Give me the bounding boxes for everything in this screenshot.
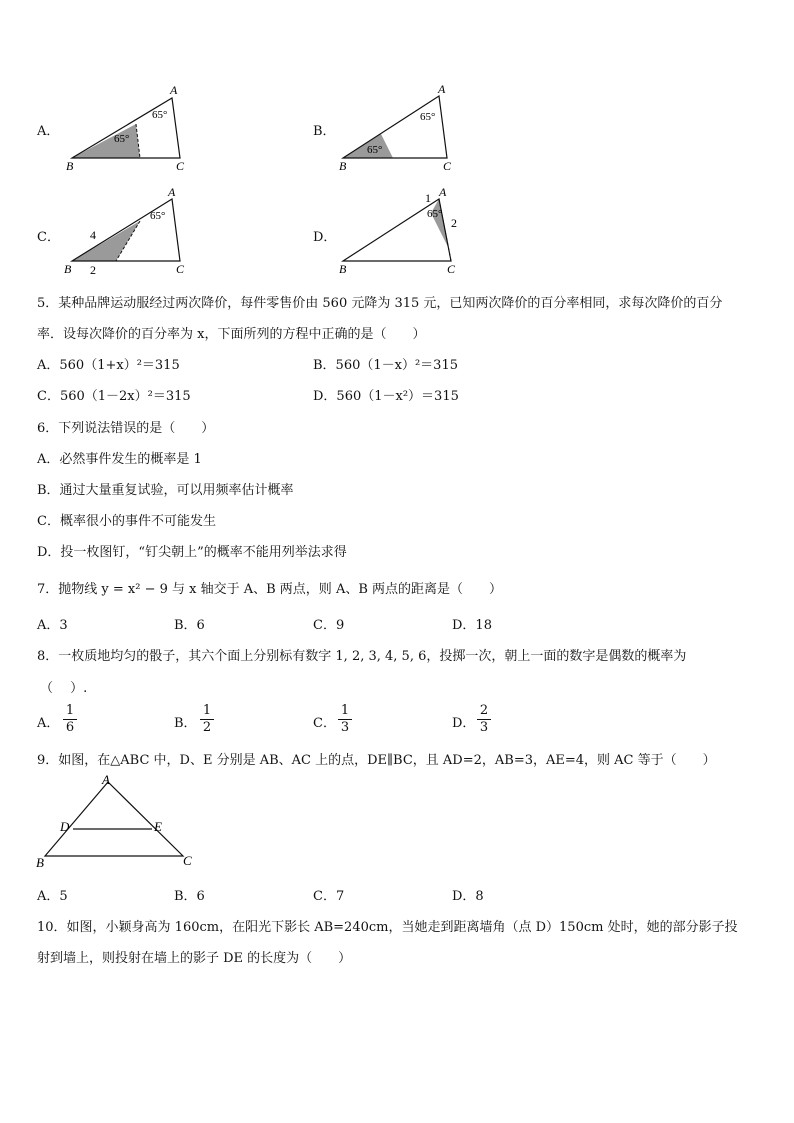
q4-option-c-label[interactable]: C．	[37, 230, 60, 245]
q6-option-d[interactable]: D．投一枚图钉，“钉尖朝上”的概率不能用列举法求得	[37, 545, 347, 560]
q8-option-b-fraction	[200, 703, 214, 736]
q4-figure-d	[335, 185, 475, 280]
denominator: 3	[479, 720, 489, 735]
mark-2: 2	[451, 216, 457, 230]
q9-stem: 9．如图，在△ABC 中，D、E 分别是 AB、AC 上的点，DE∥BC，且 AD=2，AB=3，AE=4，则 AC 等于（ ）	[37, 753, 716, 768]
vertex-b: B	[36, 855, 44, 870]
numerator: 1	[338, 703, 352, 720]
vertex-b: B	[339, 262, 347, 276]
q4-option-a-label[interactable]: A．	[37, 124, 60, 139]
q7-option-c[interactable]: C．9	[313, 618, 345, 633]
q5-option-b[interactable]: B．560（1－x）²＝315	[313, 358, 458, 373]
q8-option-c-label[interactable]: C．	[313, 716, 336, 731]
numerator: 1	[63, 703, 77, 720]
vertex-a: A	[439, 185, 447, 199]
q8-option-a-fraction	[63, 703, 77, 736]
angle-left-label: 65°	[114, 133, 130, 145]
vertex-b: B	[66, 159, 74, 173]
q4-figure-b	[335, 80, 475, 175]
shaded-region	[72, 124, 140, 158]
angle-top-label: 65°	[427, 208, 443, 220]
side-long-label: 4	[90, 228, 96, 242]
vertex-c: C	[447, 262, 456, 276]
q6-stem: 6．下列说法错误的是（ ）	[37, 421, 215, 436]
vertex-c: C	[443, 159, 452, 173]
denominator: 3	[340, 720, 350, 735]
vertex-c: C	[183, 853, 192, 868]
q7-option-d[interactable]: D．18	[452, 618, 492, 633]
vertex-c: C	[176, 159, 185, 173]
q5-stem-line2: 率．设每次降价的百分率为 x，下面所列的方程中正确的是（ ）	[37, 327, 426, 342]
q7-option-b[interactable]: B．6	[174, 618, 205, 633]
q9-option-d[interactable]: D．8	[452, 889, 484, 904]
q4-figure-a	[60, 80, 200, 175]
q5-option-d[interactable]: D．560（1－x²）＝315	[313, 389, 459, 404]
q7-stem: 7．抛物线 y = x² − 9 与 x 轴交于 A、B 两点，则 A、B 两点的距离是（ ）	[37, 582, 503, 597]
angle-top-label: 65°	[420, 111, 436, 123]
q9-figure-triangle	[30, 772, 200, 872]
q8-option-a-label[interactable]: A．	[37, 716, 60, 731]
q10-stem-line1: 10．如图，小颖身高为 160cm，在阳光下影长 AB=240cm，当她走到距离墙角（点 D）150cm 处时，她的部分影子投	[37, 920, 738, 935]
side-short-label: 2	[90, 263, 96, 277]
vertex-a: A	[170, 83, 178, 97]
q5-option-c[interactable]: C．560（1－2x）²＝315	[37, 389, 191, 404]
vertex-b: B	[339, 159, 347, 173]
q8-stem-line1: 8．一枚质地均匀的骰子，其六个面上分别标有数字 1, 2, 3, 4, 5, 6，投掷一次，朝上一面的数字是偶数的概率为	[37, 649, 687, 664]
point-e: E	[154, 819, 162, 834]
q9-option-b[interactable]: B．6	[174, 889, 205, 904]
vertex-a: A	[168, 185, 176, 199]
angle-top-label: 65°	[150, 210, 166, 222]
numerator: 2	[477, 703, 491, 720]
q8-option-d-label[interactable]: D．	[452, 716, 476, 731]
vertex-a: A	[102, 772, 110, 787]
angle-top-label: 65°	[152, 109, 168, 121]
vertex-b: B	[64, 262, 72, 276]
q9-option-a[interactable]: A．5	[37, 889, 68, 904]
q6-option-a[interactable]: A．必然事件发生的概率是 1	[37, 452, 202, 467]
vertex-a: A	[438, 82, 446, 96]
q8-option-b-label[interactable]: B．	[174, 716, 197, 731]
q9-option-c[interactable]: C．7	[313, 889, 345, 904]
q8-option-d-fraction	[477, 703, 491, 736]
q5-stem-line1: 5．某种品牌运动服经过两次降价，每件零售价由 560 元降为 315 元，已知两次降价的百分率相同，求每次降价的百分	[37, 296, 723, 311]
q8-option-c-fraction	[338, 703, 352, 736]
angle-left-label: 65°	[367, 144, 383, 156]
q4-figure-c	[60, 185, 200, 280]
denominator: 2	[202, 720, 212, 735]
vertex-c: C	[176, 262, 185, 276]
q6-option-b[interactable]: B．通过大量重复试验，可以用频率估计概率	[37, 483, 294, 498]
q10-stem-line2: 射到墙上，则投射在墙上的影子 DE 的长度为（ ）	[37, 951, 352, 966]
q5-option-a[interactable]: A．560（1+x）²＝315	[37, 358, 180, 373]
shaded-region	[431, 199, 448, 247]
q8-stem-line2: （ ）.	[40, 681, 88, 696]
q4-option-b-label[interactable]: B．	[313, 124, 336, 139]
point-d: D	[60, 819, 70, 834]
denominator: 6	[65, 720, 75, 735]
q7-option-a[interactable]: A．3	[37, 618, 68, 633]
mark-1: 1	[425, 191, 431, 205]
q6-option-c[interactable]: C．概率很小的事件不可能发生	[37, 514, 216, 529]
q4-option-d-label[interactable]: D．	[313, 230, 337, 245]
numerator: 1	[200, 703, 214, 720]
